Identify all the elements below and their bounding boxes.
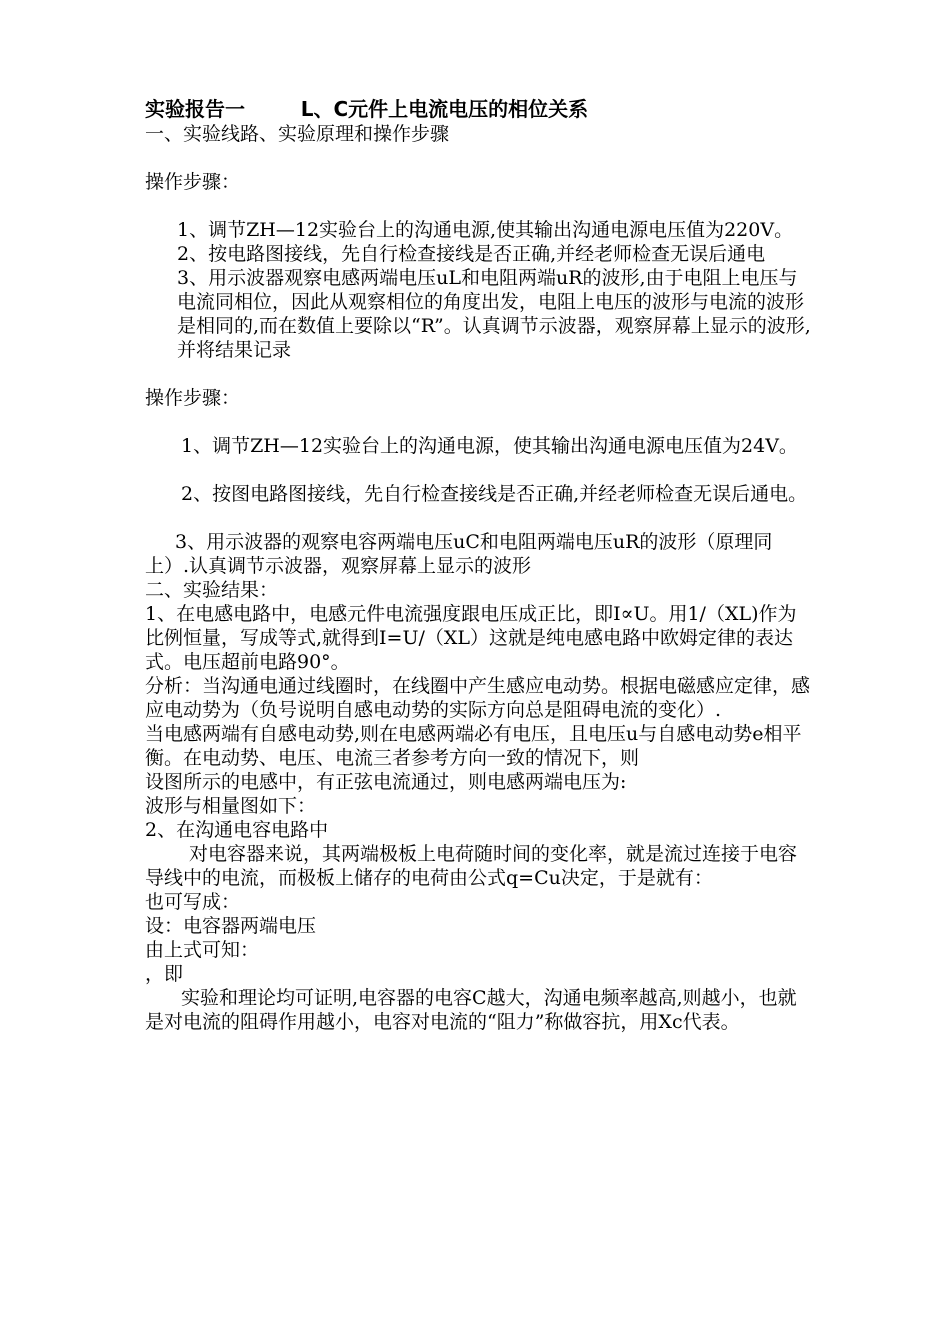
self-emf-paragraph: 当电感两端有自感电动势,则在电感两端必有电压，且电压u与自感电动势e相平衡。在电动势、电压、电流三者参考方向一致的情况下，则 [145, 723, 802, 769]
spacer [145, 146, 815, 170]
analysis-paragraph: 分析：当沟通电通过线圈时，在线圈中产生感应电动势。根据电磁感应定律，感应电动势为（负号说明自感电动势的实际方向总是阻碍电流的变化）. [145, 675, 811, 721]
spacer [145, 362, 815, 386]
section-heading-1: 一、实验线路、实验原理和操作步骤 [145, 123, 450, 145]
spacer [145, 194, 815, 218]
step-item: 3、用示波器的观察电容两端电压uC和电阻两端电压uR的波形（原理同上）.认真调节示波器，观察屏幕上显示的波形 [145, 531, 773, 577]
waveform-line: 波形与相量图如下： [145, 795, 317, 817]
assume-line: 设：电容器两端电压 [145, 915, 317, 937]
report-title: 实验报告一 L、C元件上电流电压的相位关系 [145, 97, 589, 121]
step-item: 2、按电路图接线，先自行检查接线是否正确,并经老师检查无误后通电 [177, 243, 766, 265]
inductor-result-paragraph: 1、在电感电路中，电感元件电流强度跟电压成正比，即I∝U。用1/（XL)作为比例恒量，写成等式,就得到I=U/（XL）这就是纯电感电路中欧姆定律的表达式。电压超前电路90°。 [145, 603, 797, 673]
conclusion-paragraph: 实验和理论均可证明,电容器的电容C越大，沟通电频率越高,则越小，也就是对电流的阻碍作用越小，电容对电流的“阻力”称做容抗，用Xc代表。 [145, 987, 797, 1033]
steps-heading-2: 操作步骤： [145, 387, 241, 409]
step-item: 3、用示波器观察电感两端电压uL和电阻两端uR的波形,由于电阻上电压与电流同相位，因此从观察相位的角度出发，电阻上电压的波形与电流的波形是相同的,而在数值上要除以“R”。认真调节示波器，观察屏幕上显示的波形,并将结果记录 [177, 267, 811, 361]
can-write-line: 也可写成： [145, 891, 241, 913]
document-page [145, 96, 815, 1034]
capacitor-heading: 2、在沟通电容电路中 [145, 819, 329, 841]
spacer [145, 410, 815, 434]
capacitor-paragraph: 对电容器来说，其两端极板上电荷随时间的变化率，就是流过连接于电容导线中的电流，而极板上储存的电荷由公式q=Cu决定，于是就有： [145, 843, 798, 889]
inductor-steps [145, 218, 815, 362]
sine-current-line: 设图所示的电感中，有正弦电流通过，则电感两端电压为: [145, 771, 627, 793]
step-item: 1、调节ZH—12实验台上的沟通电源，使其输出沟通电源电压值为24V。 [181, 435, 798, 457]
spacer [145, 506, 815, 530]
step-item: 2、按图电路图接线，先自行检查接线是否正确,并经老师检查无误后通电。 [181, 483, 808, 505]
step-item: 1、调节ZH—12实验台上的沟通电源,使其输出沟通电源电压值为220V。 [177, 219, 794, 241]
that-is-line: ，即 [145, 963, 184, 985]
section-heading-2: 二、实验结果： [145, 579, 279, 601]
from-above-line: 由上式可知： [145, 939, 260, 961]
steps-heading-1: 操作步骤： [145, 171, 241, 193]
spacer [145, 458, 815, 482]
